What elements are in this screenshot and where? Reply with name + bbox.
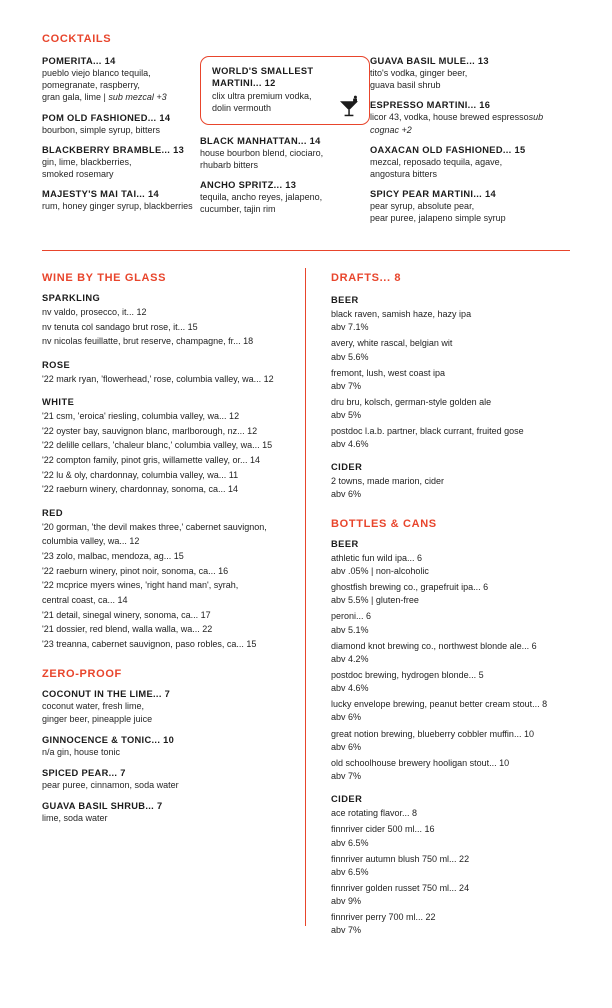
beverage-abv: abv 7.1%	[331, 322, 369, 333]
item-name: ANCHO SPRITZ... 13	[200, 180, 297, 190]
wine-groups	[42, 293, 290, 651]
beverage-group	[331, 794, 579, 937]
zero-proof-section	[42, 668, 290, 824]
right-lower-column	[331, 272, 579, 954]
menu-item	[200, 180, 370, 215]
item-name: GINNOCENCE & TONIC... 10	[42, 734, 175, 745]
item-name: ESPRESSO MARTINI... 16	[370, 100, 491, 111]
beverage-group	[331, 462, 579, 501]
menu-item	[42, 113, 200, 136]
beverage-name: fremont, lush, west coast ipa	[331, 367, 446, 378]
featured-cocktail-name-line1: WORLD'S SMALLEST	[212, 66, 314, 76]
beverage-name: dru bru, kolsch, german-style golden ale	[331, 396, 492, 407]
wine-line: '20 gorman, 'the devil makes three,' cabernet sauvignon,	[42, 521, 267, 532]
featured-cocktail-card	[200, 56, 370, 125]
zero-proof-items	[42, 689, 290, 824]
cocktails-columns	[42, 56, 570, 234]
item-name: POMERITA... 14	[42, 56, 116, 66]
wine-heading: WINE BY THE GLASS	[42, 272, 167, 284]
beverage-abv: abv 9%	[331, 896, 362, 907]
wine-line: '21 detail, sinegal winery, sonoma, ca... 17	[42, 609, 211, 620]
beverage-name: athletic fun wild ipa... 6	[331, 552, 423, 563]
beverage-abv: abv 4.6%	[331, 439, 369, 450]
menu-item	[200, 136, 370, 171]
bottles-cans-heading: BOTTLES & CANS	[331, 517, 437, 530]
cocktails-section	[42, 33, 570, 234]
beverage-name: postdoc brewing, hydrogen blonde... 5	[331, 669, 484, 680]
item-name: BLACKBERRY BRAMBLE... 13	[42, 144, 185, 155]
item-description: gin, lime, blackberries, smoked rosemary	[42, 156, 132, 180]
item-description: mezcal, reposado tequila, agave, angostura bitters	[370, 156, 503, 180]
menu-item	[42, 801, 290, 824]
item-description: lime, soda water	[42, 813, 108, 824]
drafts-heading: DRAFTS... 8	[331, 272, 402, 284]
beverage-abv: abv 7%	[331, 925, 362, 936]
wine-group	[42, 508, 290, 652]
cocktails-column-3	[370, 56, 570, 234]
beverage-name: peroni... 6	[331, 611, 372, 622]
beverage-name: finnriver autumn blush 750 ml... 22	[331, 853, 470, 864]
item-description: tito's vodka, ginger beer, guava basil shrub	[370, 68, 468, 91]
beverage-abv: abv 5.1%	[331, 624, 369, 635]
wine-group	[42, 293, 290, 349]
menu-item	[42, 189, 200, 212]
item-name: BLACK MANHATTAN... 14	[200, 135, 321, 146]
category-title: RED	[42, 507, 64, 518]
wine-line: nv tenuta col sandago brut rose, it... 15	[42, 321, 198, 332]
beverage-name: lucky envelope brewing, peanut better cream stout... 8	[331, 699, 548, 710]
item-description: bourbon, simple syrup, bitters	[42, 124, 161, 135]
category-title: WHITE	[42, 396, 75, 407]
item-name: SPICED PEAR... 7	[42, 767, 126, 778]
beverage-name: avery, white rascal, belgian wit	[331, 338, 453, 349]
wine-line: '22 raeburn winery, pinot noir, sonoma, ca... 16	[42, 565, 229, 576]
bottles-cans-groups	[331, 539, 579, 937]
beverage-name: finnriver perry 700 ml... 22	[331, 912, 436, 923]
beverage-name: postdoc l.a.b. partner, black currant, fruited gose	[331, 426, 524, 437]
item-description: pear syrup, absolute pear, pear puree, jalapeno simple syrup	[370, 201, 506, 224]
menu-item	[42, 145, 200, 180]
item-description: house bourbon blend, ciociaro, rhubarb bitters	[200, 147, 324, 170]
item-description: pueblo viejo blanco tequila, pomegranate, raspberry, gran gala, lime | sub mezcal +3	[42, 68, 167, 103]
beverage-name: ghostfish brewing co., grapefruit ipa... 6	[331, 582, 489, 593]
wine-line: '22 mark ryan, 'flowerhead,' rose, columbia valley, wa... 12	[42, 373, 274, 384]
wine-line: '21 csm, 'eroica' riesling, columbia valley, wa... 12	[42, 410, 240, 421]
wine-line: '22 oyster bay, sauvignon blanc, marlborough, nz... 12	[42, 425, 258, 436]
item-name: COCONUT IN THE LIME... 7	[42, 689, 171, 700]
menu-item	[42, 735, 290, 758]
beverage-group	[331, 295, 579, 451]
menu-item	[42, 56, 200, 104]
item-description: pear puree, cinnamon, soda water	[42, 779, 179, 790]
beverage-abv: abv 6.5%	[331, 837, 369, 848]
beverage-name: ace rotating flavor... 8	[331, 807, 418, 818]
menu-item	[42, 768, 290, 791]
cocktails-column-2	[200, 56, 370, 224]
beverage-name: finnriver cider 500 ml... 16	[331, 824, 435, 835]
item-description: tequila, ancho reyes, jalapeno, cucumber, tajin rim	[200, 192, 323, 215]
beverage-abv: abv 6%	[331, 712, 362, 723]
beverage-group	[331, 539, 579, 783]
item-description: n/a gin, house tonic	[42, 746, 121, 757]
wine-group	[42, 360, 290, 386]
wine-group	[42, 397, 290, 497]
beverage-abv: abv .05% | non-alcoholic	[331, 565, 429, 576]
menu-item	[42, 689, 290, 724]
featured-cocktail-name-line2: MARTINI... 12	[212, 77, 276, 88]
featured-cocktail-desc: clix ultra premium vodka, dolin vermouth	[212, 91, 312, 114]
wine-line: nv nicolas feuillatte, brut reserve, champagne, fr... 18	[42, 336, 254, 347]
item-description: licor 43, vodka, house brewed espressosub cognac +2	[370, 112, 544, 135]
beverage-abv: abv 7%	[331, 380, 362, 391]
cocktails-column-2-list	[200, 136, 370, 216]
beverage-name: finnriver golden russet 750 ml... 24	[331, 882, 470, 893]
item-name: MAJESTY'S MAI TAI... 14	[42, 189, 159, 200]
wine-line: '21 dossier, red blend, walla walla, wa... 22	[42, 624, 213, 635]
zero-proof-heading: ZERO-PROOF	[42, 668, 122, 681]
beverage-name: 2 towns, made marion, cider	[331, 475, 445, 486]
wine-line: columbia valley, wa... 12	[42, 536, 140, 547]
drafts-groups	[331, 295, 579, 501]
category-title: BEER	[331, 295, 359, 305]
wine-line: '22 mcprice myers wines, 'right hand man', syrah,	[42, 580, 239, 591]
wine-line: '22 compton family, pinot gris, willamette valley, or... 14	[42, 454, 260, 465]
category-title: ROSE	[42, 359, 71, 370]
item-description: rum, honey ginger syrup, blackberries	[42, 201, 193, 212]
beverage-name: great notion brewing, blueberry cobbler muffin... 10	[331, 728, 534, 739]
item-description-note: sub cognac +2	[370, 112, 544, 135]
wine-line: central coast, ca... 14	[42, 595, 128, 606]
beverage-abv: abv 6%	[331, 741, 362, 752]
beverage-abv: abv 5%	[331, 410, 362, 421]
wine-line: nv valdo, prosecco, it... 12	[42, 307, 147, 317]
wine-line: '22 lu & oly, chardonnay, columbia valley, wa... 11	[42, 469, 239, 480]
item-name: SPICY PEAR MARTINI... 14	[370, 189, 496, 200]
beverage-abv: abv 5.6%	[331, 351, 369, 362]
menu-item	[370, 145, 570, 180]
beverage-abv: abv 7%	[331, 771, 362, 782]
item-description-note: sub mezcal +3	[108, 92, 167, 103]
beverage-abv: abv 5.5% | gluten-free	[331, 595, 419, 606]
item-name: GUAVA BASIL SHRUB... 7	[42, 801, 163, 812]
item-name: GUAVA BASIL MULE... 13	[370, 56, 489, 66]
beverage-abv: abv 4.6%	[331, 683, 369, 694]
item-description: coconut water, fresh lime, ginger beer, pineapple juice	[42, 701, 153, 724]
menu-item	[370, 56, 570, 91]
category-title: SPARKLING	[42, 293, 101, 303]
category-title: CIDER	[331, 793, 363, 804]
beverage-abv: abv 6%	[331, 489, 362, 500]
left-lower-column	[42, 272, 290, 834]
section-divider-horizontal	[42, 250, 570, 251]
menu-item	[370, 189, 570, 224]
wine-line: '22 raeburn winery, chardonnay, sonoma, ca... 14	[42, 484, 238, 495]
beverage-abv: abv 6.5%	[331, 866, 369, 877]
bottles-cans-section	[331, 518, 579, 937]
wine-line: '23 zolo, malbac, mendoza, ag... 15	[42, 550, 184, 561]
cocktails-heading: COCKTAILS	[42, 33, 112, 45]
wine-section	[42, 272, 290, 651]
item-name: POM OLD FASHIONED... 14	[42, 112, 171, 123]
column-divider-vertical	[305, 268, 306, 926]
beverage-abv: abv 4.2%	[331, 653, 369, 664]
category-title: CIDER	[331, 461, 363, 472]
featured-cocktail-name	[212, 66, 359, 89]
martini-glass-icon	[338, 93, 360, 117]
category-title: BEER	[331, 538, 359, 549]
drafts-section	[331, 272, 579, 501]
menu-item	[370, 100, 570, 135]
beverage-name: black raven, samish haze, hazy ipa	[331, 309, 472, 319]
wine-line: '23 treanna, cabernet sauvignon, paso robles, ca... 15	[42, 639, 257, 650]
cocktails-column-1	[42, 56, 200, 221]
beverage-name: old schoolhouse brewery hooligan stout... 10	[331, 757, 510, 768]
item-name: OAXACAN OLD FASHIONED... 15	[370, 144, 526, 155]
wine-line: '22 delille cellars, 'chaleur blanc,' columbia valley, wa... 15	[42, 440, 273, 451]
beverage-name: diamond knot brewing co., northwest blonde ale... 6	[331, 640, 537, 651]
